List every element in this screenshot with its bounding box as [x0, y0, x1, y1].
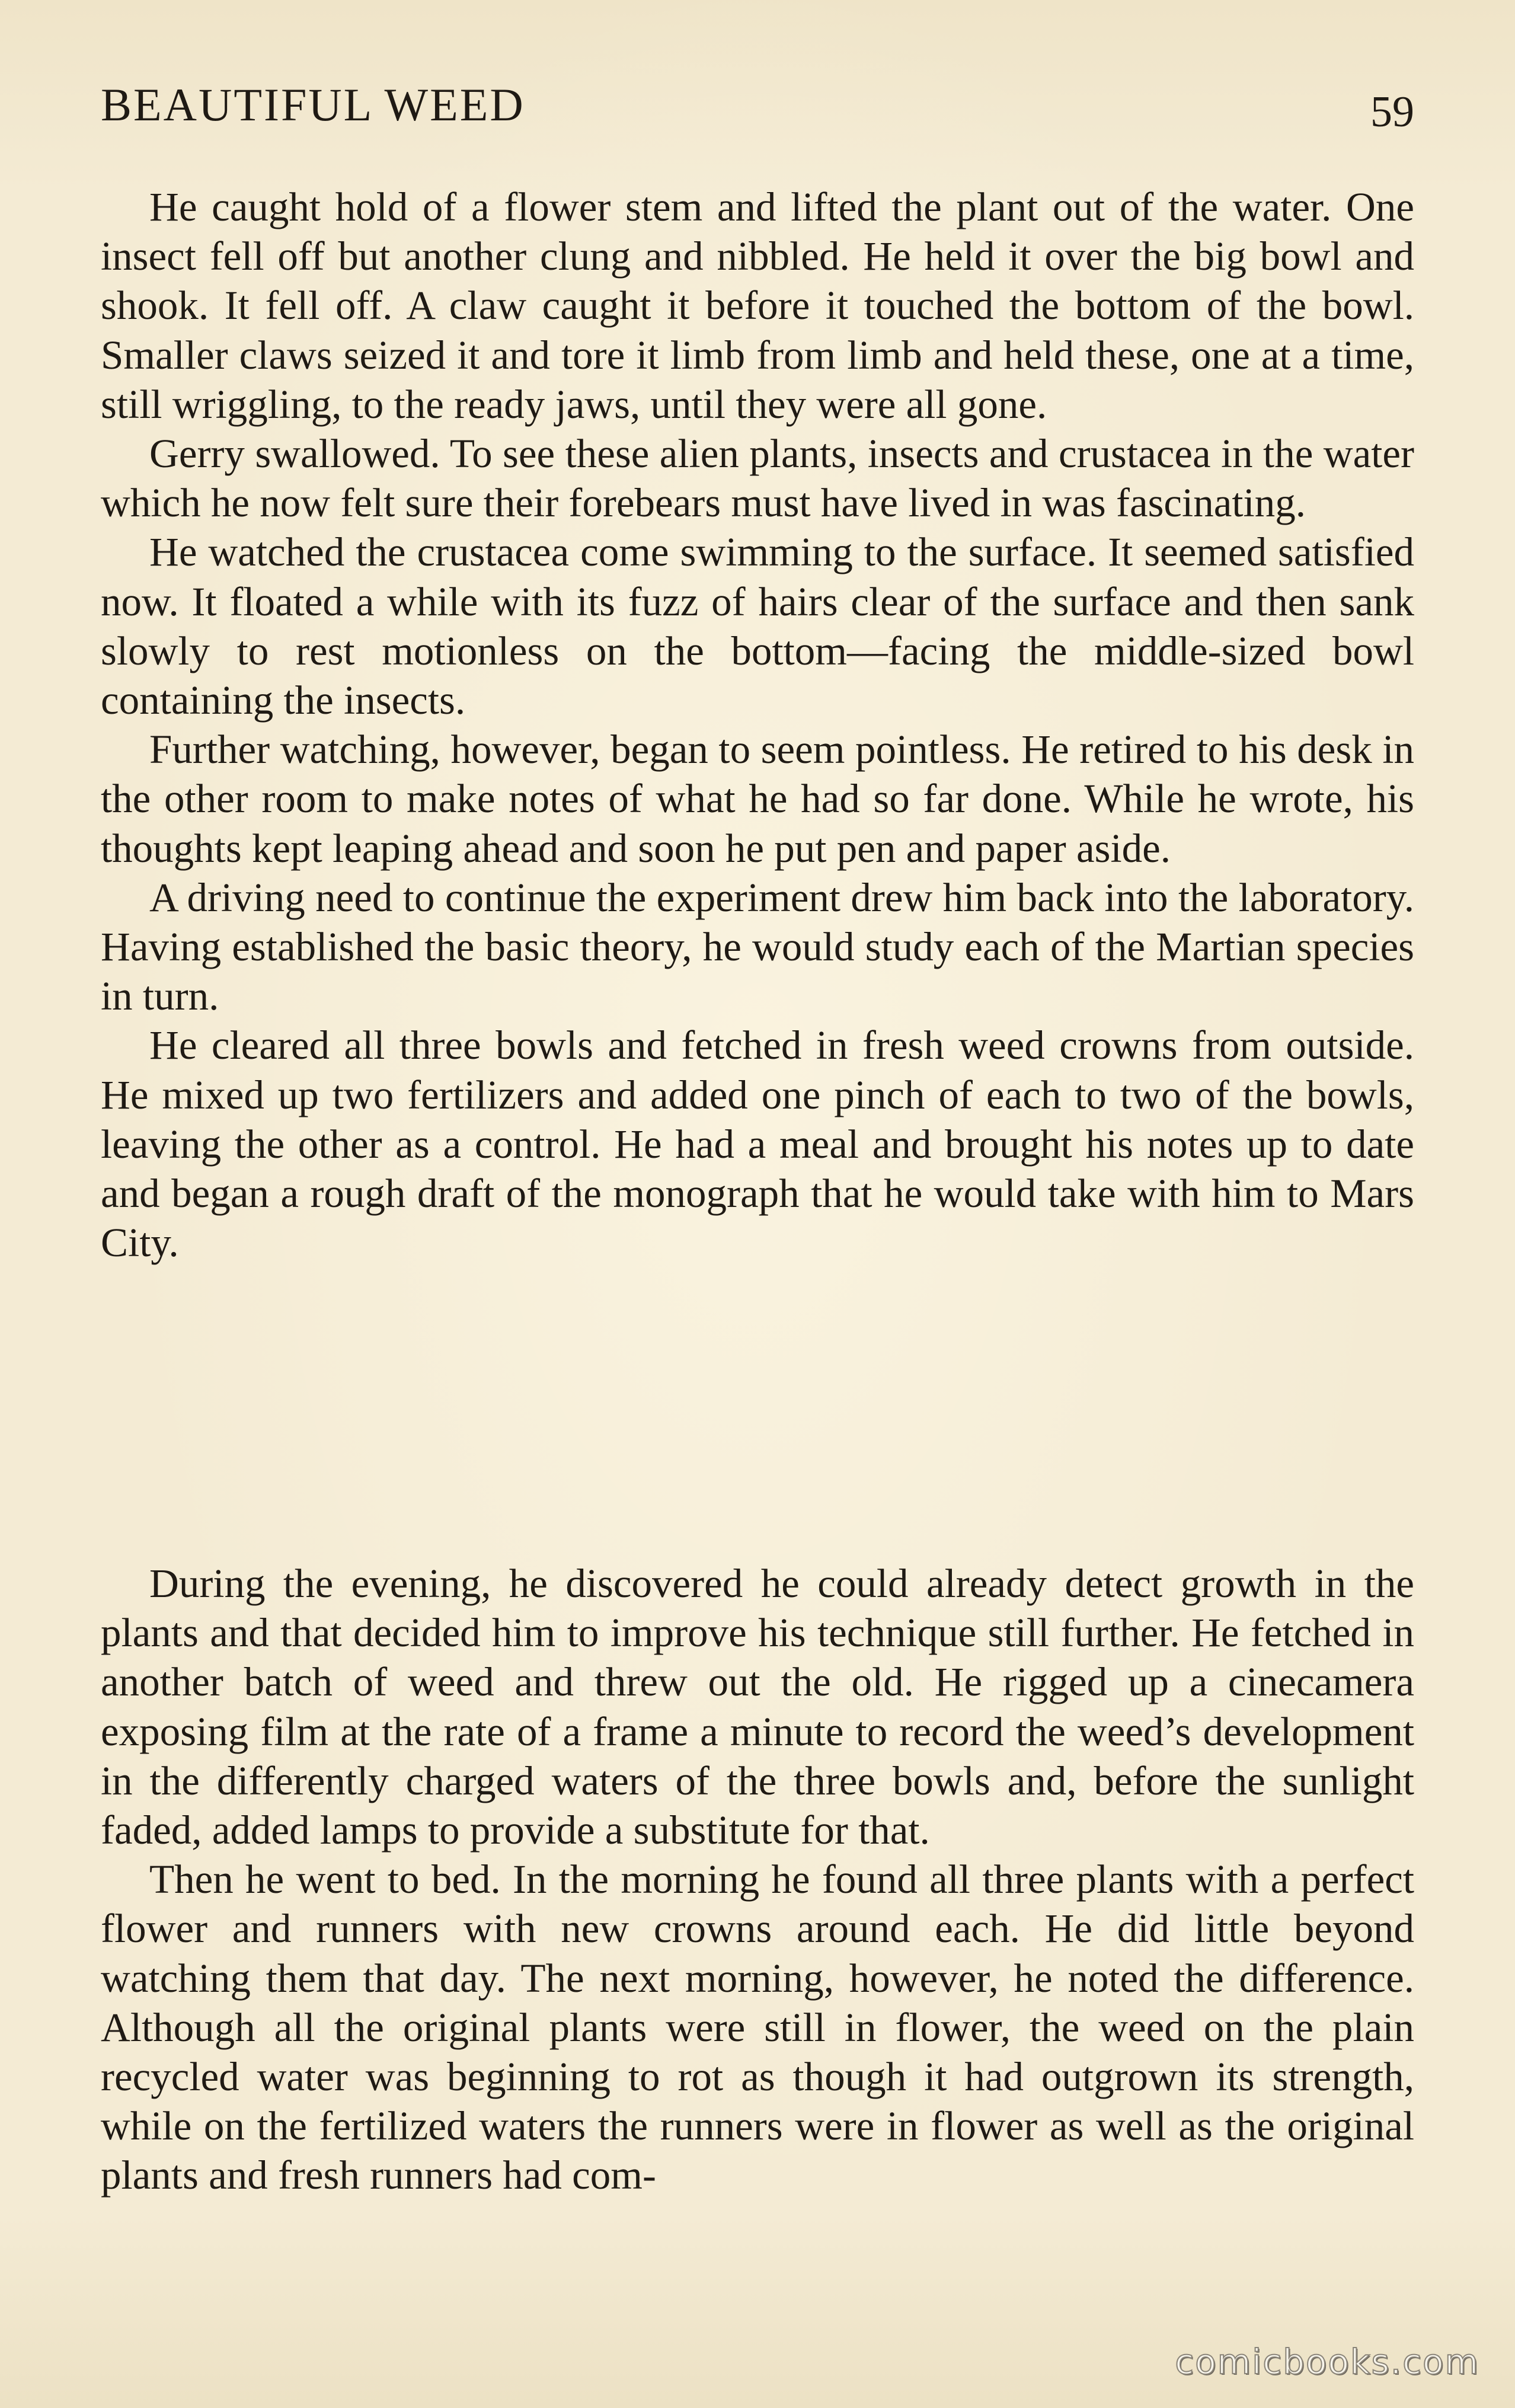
paragraph: He cleared all three bowls and fetched in fresh weed crowns from outside. He mixed up two fertilizers and added one pinch of each to two of the bowls, leaving the other as a control. He had a meal and brought his notes up to date and began a rough draft of the monograph that he would take with him to Mars City. — [101, 1023, 1414, 1266]
paragraph: A driving need to continue the experiment drew him back into the laboratory. Having established the basic theory, he would study each of the Martian species in turn. — [101, 874, 1414, 1019]
paragraph: Then he went to bed. In the morning he found all three plants with a perfect flower and runners with new crowns around each. He did little beyond watching them that day. The next morning, however, he noted the difference. Although all the original plants were still in flower, the weed on the plain recycled water was beginning to rot as though it had outgrown its strength, while on the fertilized waters the runners were in flower as well as the original plants and fresh runners had com- — [101, 1857, 1414, 2198]
paragraph: He watched the crustacea come swimming to the surface. It seemed satisfied now. It floated a while with its fuzz of hairs clear of the surface and then sank slowly to rest motionless on the bottom—facing the middle-sized bowl containing the insects. — [101, 529, 1414, 723]
watermark: comicbooks.com — [1175, 2342, 1479, 2382]
text-block-upper — [101, 183, 1414, 1267]
paragraph: Further watching, however, began to seem pointless. He retired to his desk in the other room to make notes of what he had so far done. While he wrote, his thoughts kept leaping ahead and soon he put pen and paper aside. — [101, 727, 1414, 871]
page-number: 59 — [1370, 88, 1414, 136]
paragraph: Gerry swallowed. To see these alien plants, insects and crustacea in the water which he now felt sure their forebears must have lived in was fascinating. — [101, 431, 1414, 526]
running-head: BEAUTIFUL WEED — [101, 79, 525, 130]
paragraph: During the evening, he discovered he could already detect growth in the plants and that decided him to improve his technique still further. He fetched in another batch of weed and threw out the old. He rigged up a cinecamera exposing film at the rate of a frame a minute to record the weed’s development in the differently charged waters of the three bowls and, before the sunlight faded, added lamps to provide a substitute for that. — [101, 1561, 1414, 1853]
paragraph: He caught hold of a flower stem and lifted the plant out of the water. One insect fell off but another clung and nibbled. He held it over the big bowl and shook. It fell off. A claw caught it before it touched the bottom of the bowl. Smaller claws seized it and tore it limb from limb and held these, one at a time, still wriggling, to the ready jaws, until they were all gone. — [101, 184, 1414, 427]
text-block-lower — [101, 1559, 1414, 2201]
